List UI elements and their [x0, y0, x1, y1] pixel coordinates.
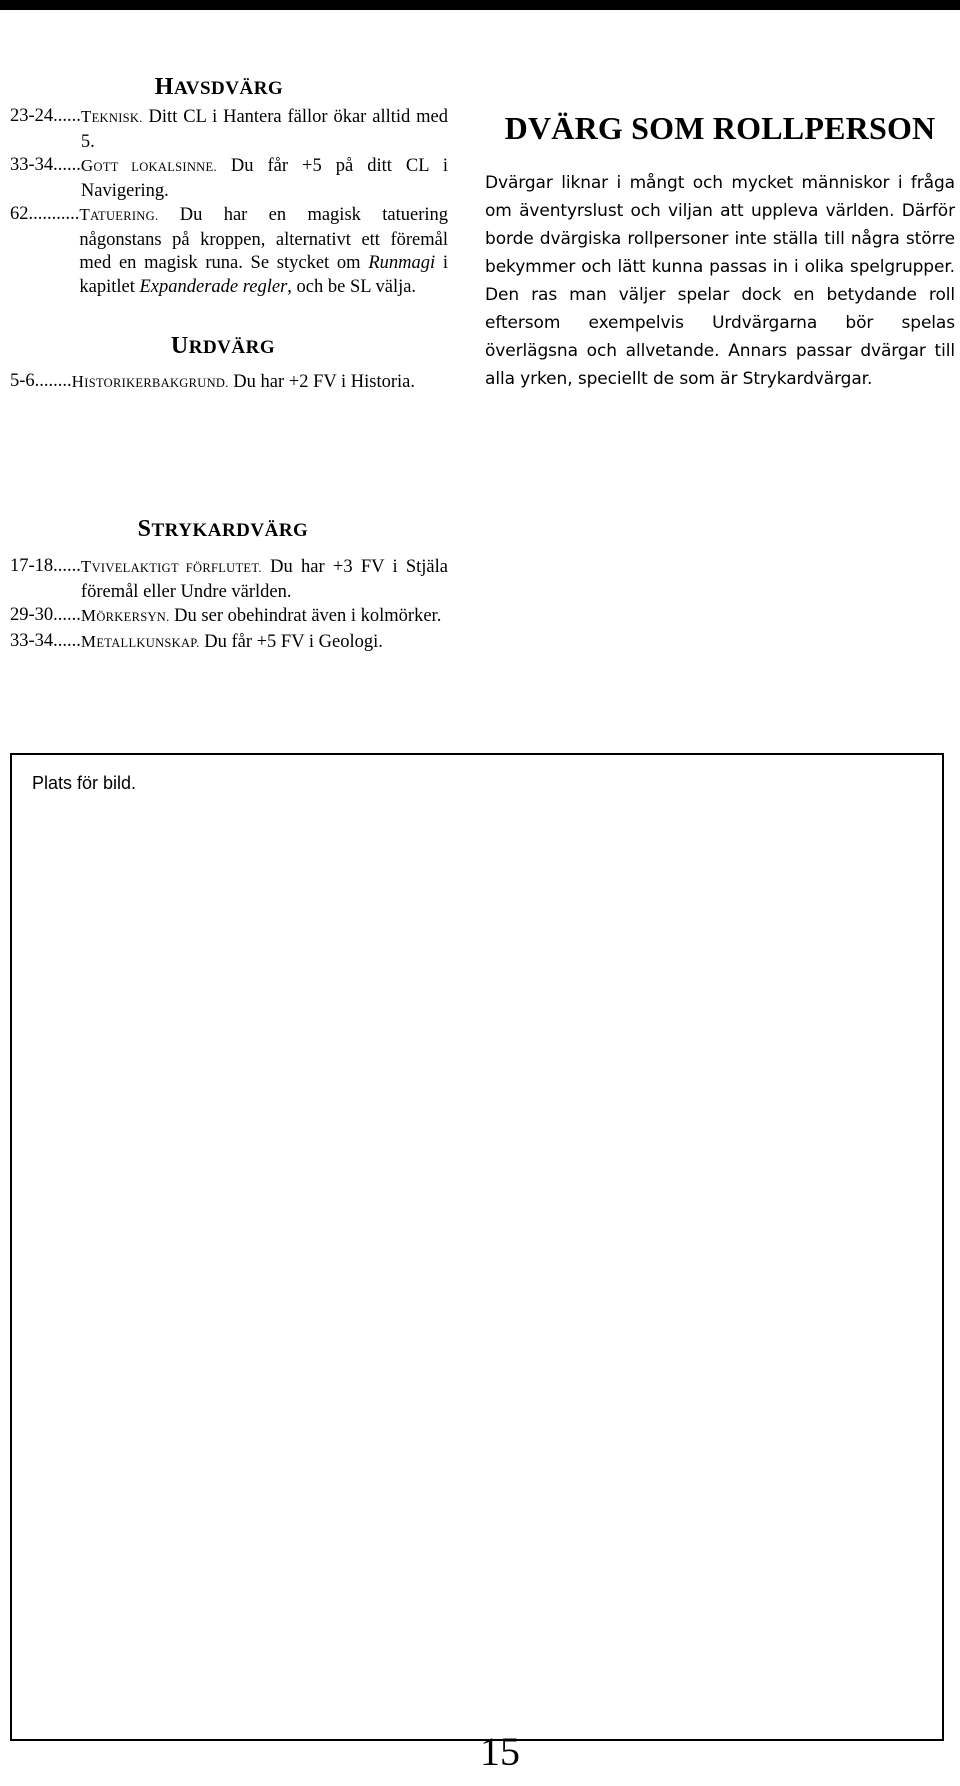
havsdvarg-heading: HAVSDVÄRG [154, 74, 284, 100]
image-placeholder-caption: Plats för bild. [32, 773, 137, 793]
right-column [485, 110, 955, 393]
havsdvarg-entry: 33-34...... GOTT LOKALSINNE. Du får +5 på ditt CL i Navigering. [10, 155, 448, 201]
strykardvarg-entry: 33-34...... METALLKUNSKAP. Du får +5 FV i Geologi. [10, 630, 383, 652]
strykardvarg-entry-list [10, 555, 448, 655]
urdvarg-entry-list [10, 370, 448, 396]
havsdvarg-entry: 23-24...... TEKNISK. Ditt CL i Hantera fällor ökar alltid med 5. [10, 106, 448, 152]
page-number: 15 [480, 1729, 520, 1774]
havsdvarg-entry-list [10, 105, 448, 299]
strykardvarg-heading: STRYKARDVÄRG [137, 516, 309, 542]
urdvarg-entry: 5-6........ HISTORIKERBAKGRUND. Du har +2 FV i Historia. [10, 371, 416, 392]
top-rule [0, 0, 960, 10]
strykardvarg-section [10, 516, 448, 655]
rollperson-paragraph: Dvärgar liknar i mångt och mycket människor i fråga om äventyrslust och viljan att uppleva världen. Därför borde dvärgiska rollpersoner inte ställa till några större bekymmer och lätt kunna passas in i olika spelgrupper. Den ras man väljer spelar dock en betydande roll eftersom exempelvis Urdvärgarna bör spelas överlägsna och allvetande. Annars passar dvärgar till alla yrken, speciellt de som är Strykardvärgar. [485, 173, 955, 389]
havsdvarg-entry: 62........... TATUERING. Du har en magisk tatuering någonstans på kroppen, alternativt ett föremål med en magisk runa. Se stycket om Runmagi i kapitlet Expanderade regler, och be SL välja. [10, 204, 448, 297]
left-column [10, 74, 448, 396]
image-placeholder-box [10, 753, 944, 1741]
strykardvarg-entry: 29-30...... MÖRKERSYN. Du ser obehindrat även i kolmörker. [10, 605, 442, 626]
urdvarg-heading: URDVÄRG [170, 333, 276, 359]
strykardvarg-entry: 17-18...... TVIVELAKTIGT FÖRFLUTET. Du har +3 FV i Stjäla föremål eller Undre världen. [10, 556, 448, 602]
rollperson-heading: DVÄRG SOM ROLLPERSON [504, 110, 936, 146]
